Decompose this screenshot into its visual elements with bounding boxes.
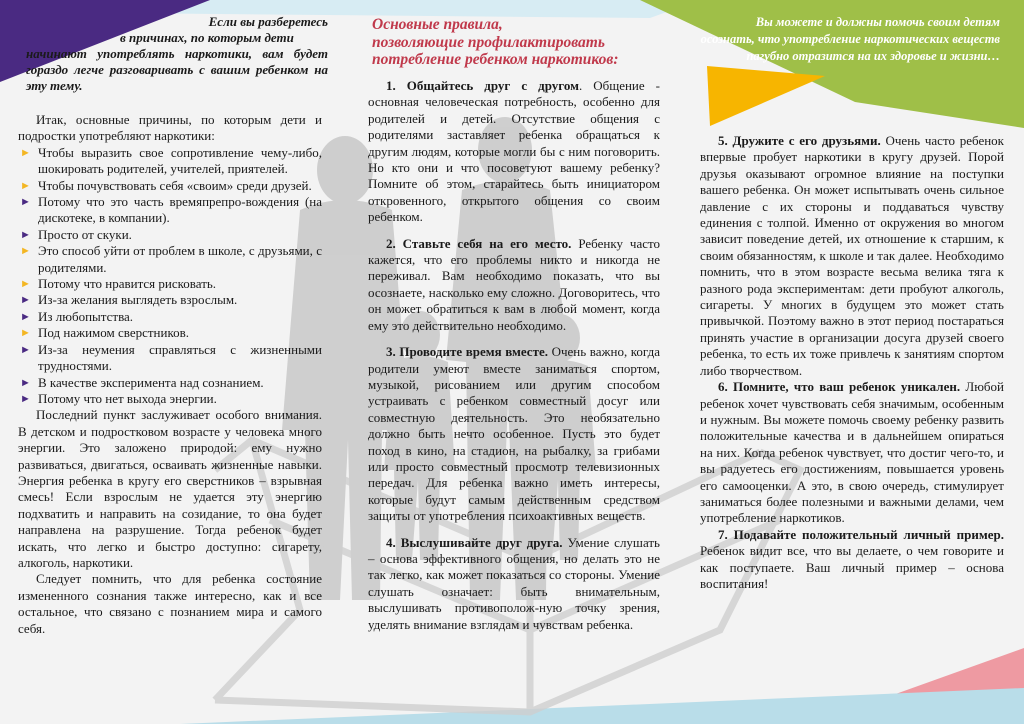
right-column xyxy=(700,133,1004,592)
triangle-bullet-purple-icon: ► xyxy=(20,196,31,209)
rule-2-heading: 2. Ставьте себя на его место. xyxy=(386,235,572,251)
rules-title-line-1: Основные правила, xyxy=(372,16,503,33)
rule-5-text: Очень часто ребенок впервые пробует наркотики в кругу друзей. Порой друзья оказывают огромное влияние на поступки вашего ребенка. Он может испытывать очень сильное давление с их стороны и поддаваться чувству единения с толпой. Именно от окружения во многом зависит поведение детей, их отношение к старшим, к своим обязанностям, к школе и так далее. Необходимо помнить, что в этом возрасте весьма велика тяга к разного рода экспериментам: дети пробуют алкоголь, сигареты. У многих в будущем это может стать привычкой. Поэтому важно в этот период постараться принять участие в организации досуга друзей своего ребенка, то есть их тоже привлечь к занятиям спортом либо творчеством. xyxy=(700,133,1004,378)
triangle-bullet-purple-icon: ► xyxy=(20,228,31,241)
triangle-bullet-purple-icon: ► xyxy=(20,294,31,307)
rule-1 xyxy=(368,78,660,226)
reason-item: ► Потому что нравится рисковать. xyxy=(20,276,217,292)
rule-7 xyxy=(700,527,1004,593)
rule-4-text: Умение слушать – основа эффективного общения, но делать это не так легко, как может показаться со стороны. Умение слушать означает: быть внимательным, выслушивать противополож-ную точку зрения, уделять внимание взглядам и чувствам ребенка. xyxy=(368,534,660,632)
rule-1-heading: 1. Общайтесь друг с другом xyxy=(386,78,579,93)
rule-6-text: Любой ребенок хочет чувствовать себя значимым, особенным и нужным. Вы можете помочь своему ребенку развить положительные качества и в дальнейшем опираться на них. Когда ребенок чувствует, что достиг чего-то, и вы радуетесь его достижениям, повышается уровень его самооценки. А это, в свою очередь, стимулирует заниматься более полезными и важными делами, чем употребление наркотиков. xyxy=(700,379,1004,526)
triangle-bullet-purple-icon: ► xyxy=(20,343,31,356)
intro-line-1: Если вы разберетесь xyxy=(208,14,328,29)
reason-item: ► Под нажимом сверстников. xyxy=(20,325,190,341)
rule-1-text: . Общение - основная человеческая потребность, особенно для родителей и детей. Отсутствие общения с родителями заставляет ребенка обращаться к другим людям, которые могли бы с ним поговорить. Но кто они и что посоветуют вашему ребенку? Помните об этом, старайтесь быть инициатором откровенного, открытого общения со своим ребенком. xyxy=(368,78,660,225)
reason-item: ► Из-за желания выглядеть взрослым. xyxy=(20,292,238,308)
reasons-lead: Итак, основные причины, по которым дети и подростки употребляют наркотики: xyxy=(18,112,322,144)
rule-2 xyxy=(368,236,660,334)
rule-3 xyxy=(368,344,660,524)
triangle-bullet-orange-icon: ► xyxy=(20,327,31,340)
rule-2-text: Ребенку часто кажется, что его проблемы никто и никогда не переживал. Вам необходимо показать, что вы осознаете, насколько ему сложно. Договоритесь, что он может обратиться к вам в любой момент, когда ему это действительно необходимо. xyxy=(368,235,660,333)
middle-column xyxy=(368,78,660,633)
intro-text xyxy=(26,14,328,94)
rule-7-heading: 7. Подавайте положительный личный пример. xyxy=(718,526,1004,542)
left-column xyxy=(18,112,322,637)
reason-item: ► Просто от скуки. xyxy=(20,226,132,242)
rule-7-text: Ребенок видит все, что вы делаете, о чем говорите и как поступаете. Ваш личный пример – основа воспитания! xyxy=(700,543,1004,591)
consciousness-paragraph: Следует помнить, что для ребенка состояние измененного сознания также интересно, как и все остальное, что связано с познанием мира и самого себя. xyxy=(18,571,322,636)
energy-paragraph: Последний пункт заслуживает особого внимания. В детском и подростковом возрасте у человека много энергии. Это заложено природой: ему нужно развиваться, двигаться, осваивать жизненные навыки. Энергия ребенка в кругу его сверстников – взрывная смесь! Если взрослым не удается эту энергию подхватить и направить на созидание, то она будет направлена на разрушение. Тогда ребенок будет искать, что легко и быстро доступно: сигарету, алкоголь, наркотики. xyxy=(18,407,322,570)
triangle-bullet-orange-icon: ► xyxy=(20,278,31,291)
triangle-bullet-purple-icon: ► xyxy=(20,376,31,389)
rule-5-heading: 5. Дружите с его друзьями. xyxy=(718,133,881,148)
rules-title xyxy=(372,16,662,69)
rules-title-line-3: потребление ребенком наркотиков: xyxy=(372,51,619,68)
rule-4 xyxy=(368,535,660,633)
rules-title-line-2: позволяющие профилактировать xyxy=(372,33,605,51)
rule-3-heading: 3. Проводите время вместе. xyxy=(386,344,548,360)
reason-item: ► Из-за неумения справляться с жизненными трудностями. xyxy=(20,341,322,374)
rule-3-text: Очень важно, когда родители умеют вместе заниматься спортом, музыкой, рисованием или другим способом устраивать с ребенком совместный досуг или совместную деятельность. Это необязательно должно быть нечто особенное. Пусть это будет поход в кино, на стадион, на рыбалку, за грибами или просто совместный просмотр телевизионных передач. Для ребенка важно иметь интересы, которые будут самым действенным средством защиты от употребления психоактивных веществ. xyxy=(368,344,661,524)
triangle-bullet-purple-icon: ► xyxy=(20,310,31,323)
reason-item: ► Чтобы выразить свое сопротивление чему-либо, шокировать родителей, учителей, приятелей. xyxy=(20,144,322,177)
reasons-list xyxy=(18,145,322,408)
green-banner-text: Вы можете и должны помочь своим детям осознать, что употребление наркотических веществ пагубно отразится на их здоровье и жизни… xyxy=(700,15,1000,63)
reason-item: ► Чтобы почувствовать себя «своим» среди друзей. xyxy=(20,177,312,193)
rule-6-heading: 6. Помните, что ваш ребенок уникален. xyxy=(718,379,961,395)
triangle-bullet-orange-icon: ► xyxy=(20,179,31,192)
reason-item: ► Из любопытства. xyxy=(20,308,134,324)
rule-4-heading: 4. Выслушивайте друг друга. xyxy=(386,534,563,550)
rule-6 xyxy=(700,379,1004,527)
reason-item: ► Это способ уйти от проблем в школе, с друзьями, с родителями. xyxy=(20,243,322,275)
reason-item: ► В качестве эксперимента над сознанием. xyxy=(20,374,264,390)
triangle-bullet-purple-icon: ► xyxy=(20,392,31,405)
reason-item: ► Потому что нет выхода энергии. xyxy=(20,390,217,406)
intro-line-3: начинают употреблять наркотики, вам будет гораздо легче разговаривать с вашим ребенком на эту тему. xyxy=(26,46,328,93)
triangle-bullet-orange-icon: ► xyxy=(20,245,31,258)
rule-5 xyxy=(700,133,1004,379)
intro-line-2: в причинах, по которым дети xyxy=(120,30,294,45)
triangle-bullet-orange-icon: ► xyxy=(20,146,31,159)
reason-item: ► Потому что это часть времяпрепро-вождения (на дискотеке, в компании). xyxy=(20,194,322,226)
